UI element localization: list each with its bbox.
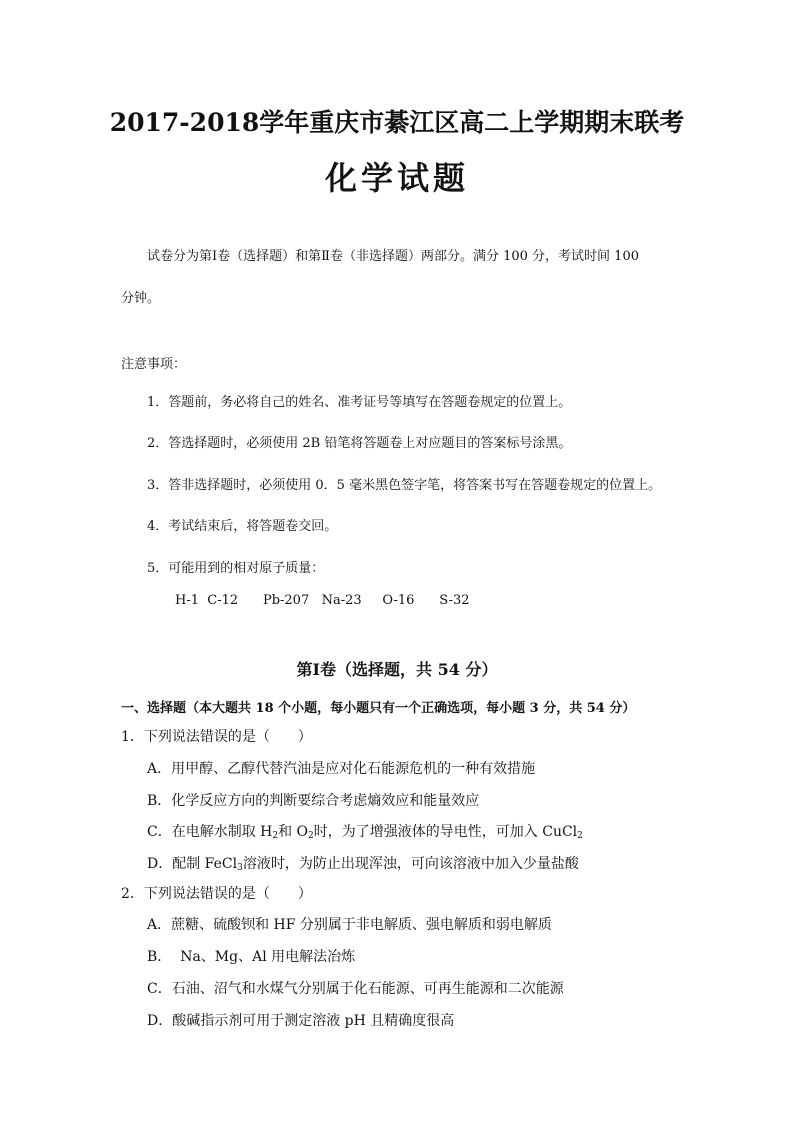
question-2-stem: 2．下列说法错误的是（ ） [121, 886, 312, 902]
notice-item-3: 3．答非选择题时，必须使用 0．5 毫米黑色签字笔，将答案书写在答题卷规定的位置上。 [147, 478, 662, 493]
notice-item-4: 4．考试结束后，将答题卷交回。 [147, 519, 338, 534]
subscript: 2 [577, 831, 583, 841]
notice-item-1: 1．答题前，务必将自己的姓名、准考证号等填写在答题卷规定的位置上。 [147, 395, 572, 410]
question-1-option-b: B．化学反应方向的判断要综合考虑熵效应和能量效应 [147, 793, 480, 809]
subscript: 2 [308, 831, 314, 841]
option-c-text-3: 时，为了增强液体的导电性，可加入 CuCl [313, 824, 578, 840]
section-title: 第Ⅰ卷（选择题，共 54 分） [296, 660, 498, 679]
question-1-option-a: A．用甲醇、乙醇代替汽油是应对化石能源危机的一种有效措施 [147, 761, 536, 777]
option-c-text-1: C．在电解水制取 H [147, 824, 273, 840]
question-1-option-d [147, 853, 579, 873]
option-d-text-2: 溶液时，为防止出现浑浊，可向该溶液中加入少量盐酸 [242, 856, 579, 872]
intro-line-2: 分钟。 [121, 291, 161, 306]
subscript: 2 [272, 831, 279, 841]
question-1-stem: 1．下列说法错误的是（ ） [121, 729, 312, 745]
notice-heading: 注意事项： [121, 357, 187, 372]
option-c-text-2: 和 O [278, 824, 309, 840]
part-title: 一、选择题（本大题共 18 个小题，每小题只有一个正确选项，每小题 3 分，共 54 分） [121, 701, 636, 716]
atomic-masses: H-1 C-12 Pb-207 Na-23 O-16 S-32 [175, 593, 470, 608]
question-2-option-d: D．酸碱指示剂可用于测定溶液 pH 且精确度很高 [147, 1013, 455, 1029]
exam-subtitle: 化学试题 [324, 159, 469, 197]
question-1-option-c [147, 821, 583, 841]
subscript: 3 [237, 863, 243, 873]
notice-item-2: 2．答选择题时，必须使用 2B 铅笔将答题卷上对应题目的答案标号涂黑。 [147, 436, 572, 451]
question-2-option-b: B． Na、Mg、Al 用电解法冶炼 [147, 949, 356, 965]
question-2-option-c: C．石油、沼气和水煤气分别属于化石能源、可再生能源和二次能源 [147, 981, 564, 997]
question-2-option-a: A．蔗糖、硫酸钡和 HF 分别属于非电解质、强电解质和弱电解质 [147, 917, 552, 933]
exam-title: 2017-2018学年重庆市綦江区高二上学期期末联考 [109, 108, 685, 137]
intro-line-1: 试卷分为第Ⅰ卷（选择题）和第Ⅱ卷（非选择题）两部分。满分 100 分，考试时间 100 [147, 249, 639, 264]
option-d-text-1: D．配制 FeCl [147, 856, 238, 872]
notice-item-5: 5．可能用到的相对原子质量： [147, 561, 325, 576]
